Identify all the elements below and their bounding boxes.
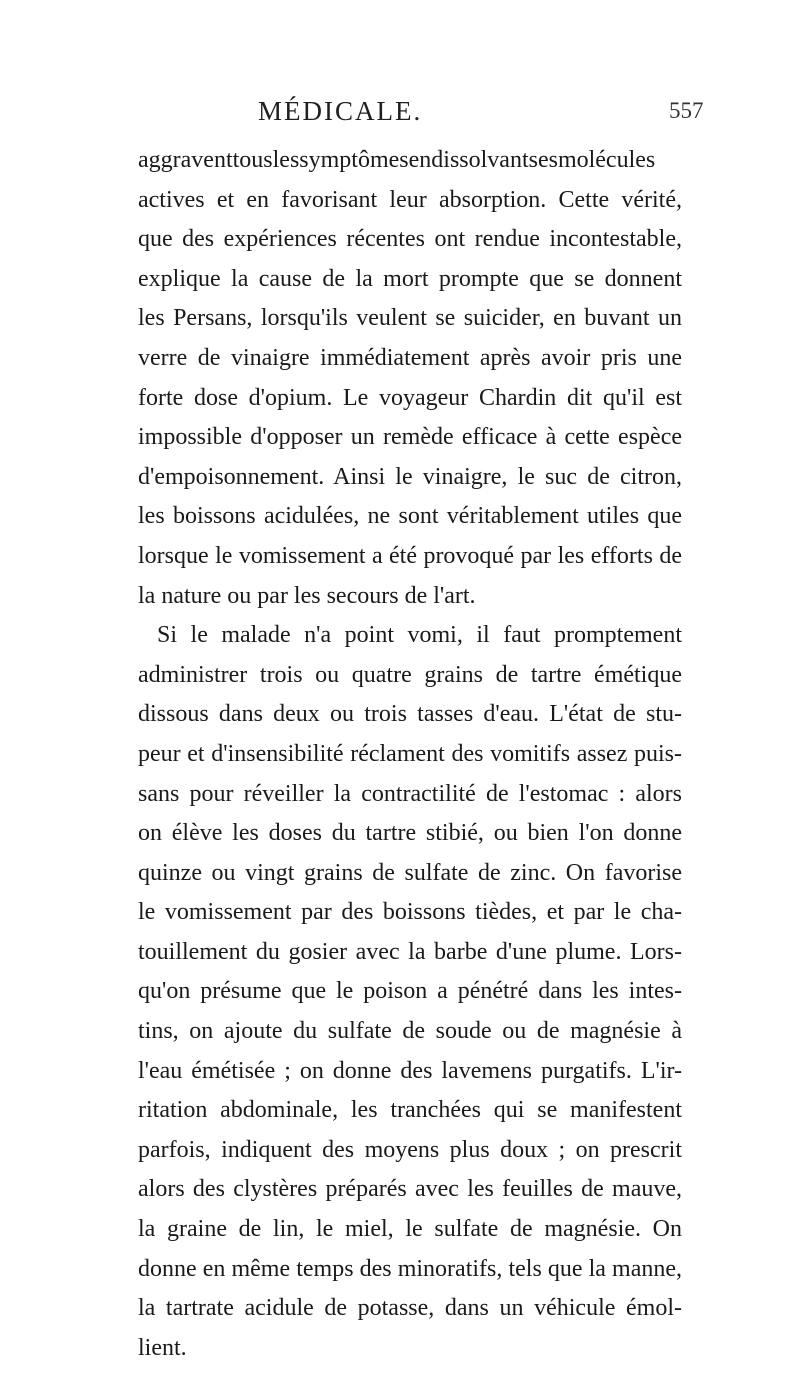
text-line: dissous dans deux ou trois tasses d'eau. L'état de stu-	[138, 701, 682, 728]
text-line: d'empoisonnement. Ainsi le vinaigre, le suc de citron,	[138, 463, 682, 490]
text-line: actives et en favorisant leur absorption. Cette vérité,	[138, 186, 682, 213]
text-line: parfois, indiquent des moyens plus doux ; on prescrit	[138, 1136, 682, 1163]
text-line: lorsque le vomissement a été provoqué par les efforts de	[138, 542, 682, 569]
text-line: tins, on ajoute du sulfate de soude ou de magnésie à	[138, 1018, 682, 1045]
body-text	[138, 141, 682, 1368]
text-line: administrer trois ou quatre grains de tartre émétique	[138, 661, 682, 688]
page-number: 557	[669, 98, 704, 123]
paragraph-start-line: Si le malade n'a point vomi, il faut promptement	[157, 622, 682, 649]
text-line: touillement du gosier avec la barbe d'une plume. Lors-	[138, 938, 682, 965]
text-line: impossible d'opposer un remède efficace à cette espèce	[138, 424, 682, 451]
text-line: ritation abdominale, les tranchées qui se manifestent	[138, 1097, 682, 1124]
text-line: qu'on présume que le poison a pénétré dans les intes-	[138, 978, 682, 1005]
text-line: forte dose d'opium. Le voyageur Chardin dit qu'il est	[138, 384, 682, 411]
text-line: sans pour réveiller la contractilité de l'estomac : alors	[138, 780, 682, 807]
text-line: l'eau émétisée ; on donne des lavemens purgatifs. L'ir-	[138, 1057, 682, 1084]
running-head-title: MÉDICALE.	[258, 96, 423, 126]
text-line: aggraventtouslessymptômesendissolvantsesmolécules	[138, 147, 656, 173]
text-line: les boissons acidulées, ne sont véritablement utiles que	[138, 503, 682, 530]
text-line: on élève les doses du tartre stibié, ou bien l'on donne	[138, 820, 682, 847]
text-line: donne en même temps des minoratifs, tels que la manne,	[138, 1255, 682, 1282]
text-line: la graine de lin, le miel, le sulfate de magnésie. On	[138, 1216, 682, 1243]
paragraph-end-line: lient.	[138, 1334, 187, 1361]
text-line: les Persans, lorsqu'ils veulent se suicider, en buvant un	[138, 305, 682, 332]
text-line: verre de vinaigre immédiatement après avoir pris une	[138, 344, 682, 371]
text-line: explique la cause de la mort prompte que se donnent	[138, 265, 682, 292]
text-line: la tartrate acidule de potasse, dans un véhicule émol-	[138, 1295, 682, 1322]
text-line: le vomissement par des boissons tièdes, et par le cha-	[138, 899, 682, 926]
text-line: alors des clystères préparés avec les feuilles de mauve,	[138, 1176, 682, 1203]
text-line: que des expériences récentes ont rendue incontestable,	[138, 226, 682, 253]
text-line: quinze ou vingt grains de sulfate de zinc. On favorise	[138, 859, 682, 886]
text-line: peur et d'insensibilité réclament des vomitifs assez puis-	[138, 740, 682, 767]
paragraph-end-line: la nature ou par les secours de l'art.	[138, 582, 476, 609]
